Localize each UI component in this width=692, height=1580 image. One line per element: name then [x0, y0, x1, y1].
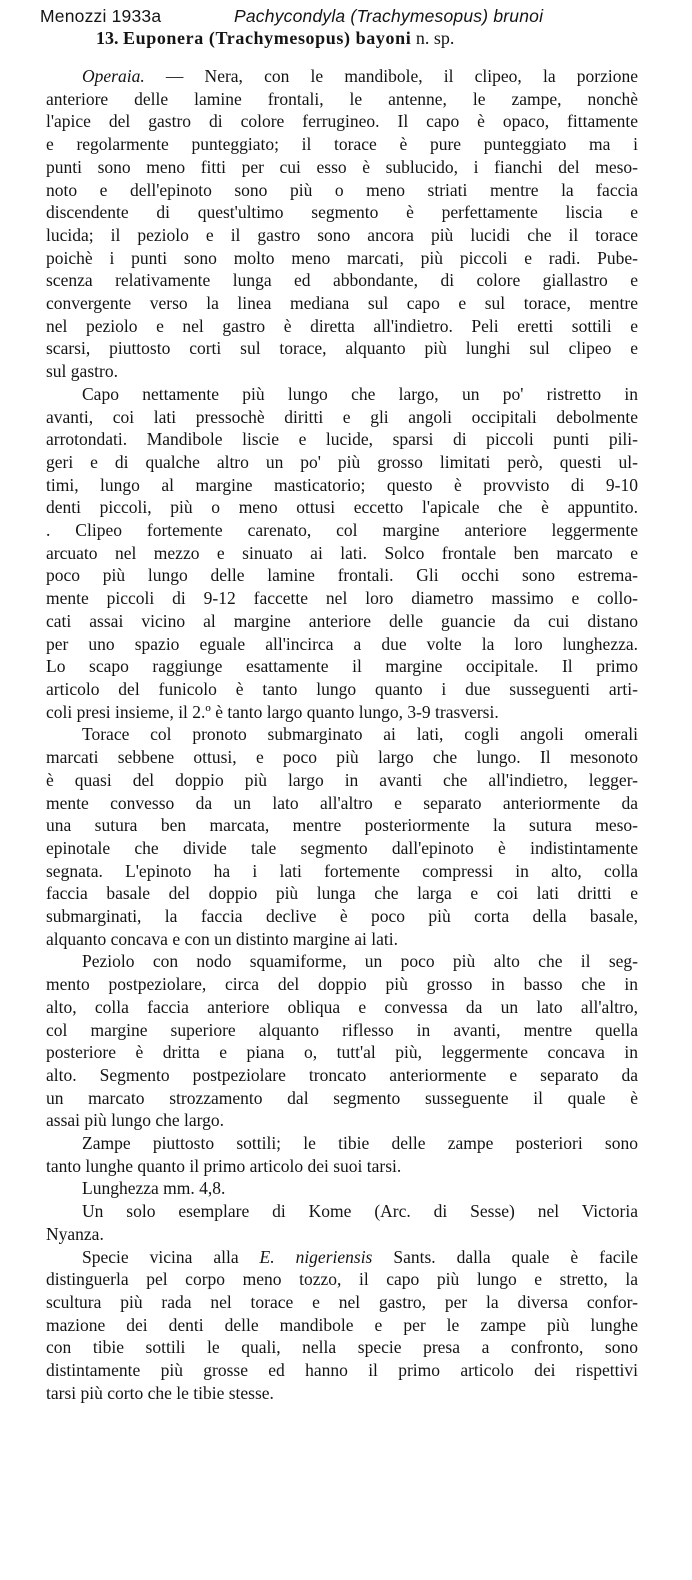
- text-line: mazione dei denti delle mandibole e per le zampe più lunghe: [46, 1314, 638, 1335]
- text-line: poichè i punti sono molto meno marcati, più piccoli e radi. Pube-: [46, 247, 638, 268]
- text-line: marcati sebbene ottusi, e poco più largo che lungo. Il mesonoto: [46, 747, 638, 768]
- text-line: segnata. L'epinoto ha i lati fortemente compressi in alto, colla: [46, 860, 638, 881]
- text-line: submarginati, la faccia declive è poco più corta della basale,: [46, 906, 638, 927]
- species-number: 13.: [96, 28, 119, 48]
- text-line: un marcato strozzamento dal segmento susseguente il quale è: [46, 1087, 638, 1108]
- paragraph-legs: Zampe piuttosto sottili; le tibie delle zampe posteriori sono: [82, 1133, 638, 1154]
- paragraph-worker: [46, 65, 638, 88]
- text-line: . Clipeo fortemente carenato, col margine anteriore leggermente: [46, 520, 638, 541]
- description-body: [46, 65, 638, 1404]
- text-line: avanti, coi lati pressochè diritti e gli angoli occipitali debolmente: [46, 406, 638, 427]
- text-line: Lo scapo raggiunge esattamente il margine occipitale. Il primo: [46, 656, 638, 677]
- text-line: tarsi più corto che le tibie stesse.: [46, 1382, 274, 1403]
- text-line: distinguerla pel corpo meno tozzo, il capo più lungo e stretto, la: [46, 1269, 638, 1290]
- text-line: articolo del funicolo è tanto lungo quanto i due susseguenti arti-: [46, 678, 638, 699]
- text-line: anteriore delle lamine frontali, le antenne, le zampe, nonchè: [46, 88, 638, 109]
- text-line: discendente di quest'ultimo segmento è perfettamente liscia e: [46, 202, 638, 223]
- text-line: alto, colla faccia anteriore obliqua e convessa da un lato all'altro,: [46, 996, 638, 1017]
- text-line: convergente verso la linea mediana sul capo e sul torace, mentre: [46, 293, 638, 314]
- paragraph-length: Lunghezza mm. 4,8.: [82, 1178, 226, 1199]
- text-line: scarsi, piuttosto corti sul torace, alquanto più lunghi sul clipeo e: [46, 338, 638, 359]
- text-line: assai più lungo che largo.: [46, 1110, 225, 1131]
- text-line: mento postpeziolare, circa del doppio più grosso in basso che in: [46, 974, 638, 995]
- species-status: n. sp.: [415, 28, 455, 48]
- paragraph-comparison: [46, 1246, 638, 1269]
- text-line: cati assai vicino al margine anteriore delle guancie da cui distano: [46, 610, 638, 631]
- text-line: distintamente più grosse ed hanno il primo articolo dei rispettivi: [46, 1360, 638, 1381]
- header-taxon: Pachycondyla (Trachymesopus) brunoi: [234, 6, 544, 26]
- paragraph-head: Capo nettamente più lungo che largo, un po' ristretto in: [82, 383, 638, 404]
- text-line: scultura più rada nel torace e nel gastro, per la diversa confor-: [46, 1291, 638, 1312]
- text-line: Nyanza.: [46, 1223, 104, 1244]
- text-line: — Nera, con le mandibole, il clipeo, la porzione: [144, 66, 638, 86]
- caste-label: Operaia.: [82, 66, 145, 86]
- text-line: alquanto concava e con un distinto margine ai lati.: [46, 928, 398, 949]
- compared-species: E. nigeriensis: [259, 1246, 373, 1267]
- text-line: nel peziolo e nel gastro è diretta all'indietro. Peli eretti sottili e: [46, 315, 638, 336]
- text-line: scenza relativamente lunga ed abbondante, di colore giallastro e: [46, 270, 638, 291]
- text-line: denti piccoli, più o meno ottusi eccetto l'apicale che è appuntito.: [46, 497, 638, 518]
- text-line: e regolarmente punteggiato; il torace è pure punteggiato ma i: [46, 134, 638, 155]
- text-line: coli presi insieme, il 2.º è tanto largo quanto lungo, 3-9 trasversi.: [46, 701, 499, 722]
- text-line: punti sono meno fitti per cui esso è sublucido, i fianchi del meso-: [46, 156, 638, 177]
- species-name: Euponera (Trachymesopus) bayoni: [123, 28, 412, 48]
- text-line: mente piccoli di 9-12 faccette nel loro diametro massimo e collo-: [46, 588, 638, 609]
- header-author: Menozzi 1933a: [40, 6, 162, 26]
- page-header: [0, 3, 692, 29]
- text-line: è quasi del doppio più largo in avanti che all'indietro, legger-: [46, 769, 638, 790]
- text-line: mente convesso da un lato all'altro e separato anteriormente da: [46, 792, 638, 813]
- text-line: tanto lunghe quanto il primo articolo dei suoi tarsi.: [46, 1155, 402, 1176]
- species-title: [96, 28, 454, 49]
- text-line: una sutura ben marcata, mentre posteriormente la sutura meso-: [46, 815, 638, 836]
- text-fragment: Specie vicina alla: [82, 1246, 260, 1267]
- paragraph-petiole: Peziolo con nodo squamiforme, un poco più alto che il seg-: [82, 951, 638, 972]
- text-fragment: Sants. dalla quale è facile: [372, 1246, 638, 1267]
- paragraph-thorax: Torace col pronoto submarginato ai lati, cogli angoli omerali: [82, 724, 638, 745]
- text-line: col margine superiore alquanto riflesso in avanti, mentre quella: [46, 1019, 638, 1040]
- text-line: l'apice del gastro di colore ferrugineo. Il capo è opaco, fittamente: [46, 111, 638, 132]
- text-line: timi, lungo al margine masticatorio; questo è provvisto di 9-10: [46, 474, 638, 495]
- text-line: con tibie sottili le quali, nella specie presa a confronto, sono: [46, 1337, 638, 1358]
- text-line: arcuato nel mezzo e sinuato ai lati. Solco frontale ben marcato e: [46, 542, 638, 563]
- text-line: per uno spazio eguale all'incirca a due volte la loro lunghezza.: [46, 633, 638, 654]
- text-line: geri e di qualche altro un po' più grosso limitati però, questi ul-: [46, 451, 638, 472]
- text-line: epinotale che divide tale segmento dall'epinoto è indistintamente: [46, 837, 638, 858]
- text-line: noto e dell'epinoto sono più o meno striati mentre la faccia: [46, 179, 638, 200]
- text-line: sul gastro.: [46, 361, 118, 382]
- text-line: faccia basale del doppio più lunga che larga e coi lati dritti e: [46, 883, 638, 904]
- text-line: alto. Segmento postpeziolare troncato anteriormente e separato da: [46, 1064, 638, 1085]
- text-line: posteriore è dritta e piana o, tutt'al più, leggermente concava in: [46, 1042, 638, 1063]
- text-line: poco più lungo delle lamine frontali. Gli occhi sono estrema-: [46, 565, 638, 586]
- text-line: arrotondati. Mandibole liscie e lucide, sparsi di piccoli punti pili-: [46, 429, 638, 450]
- text-line: lucida; il peziolo e il gastro sono ancora più lucidi che il torace: [46, 224, 638, 245]
- paragraph-locality: Un solo esemplare di Kome (Arc. di Sesse) nel Victoria: [82, 1201, 638, 1222]
